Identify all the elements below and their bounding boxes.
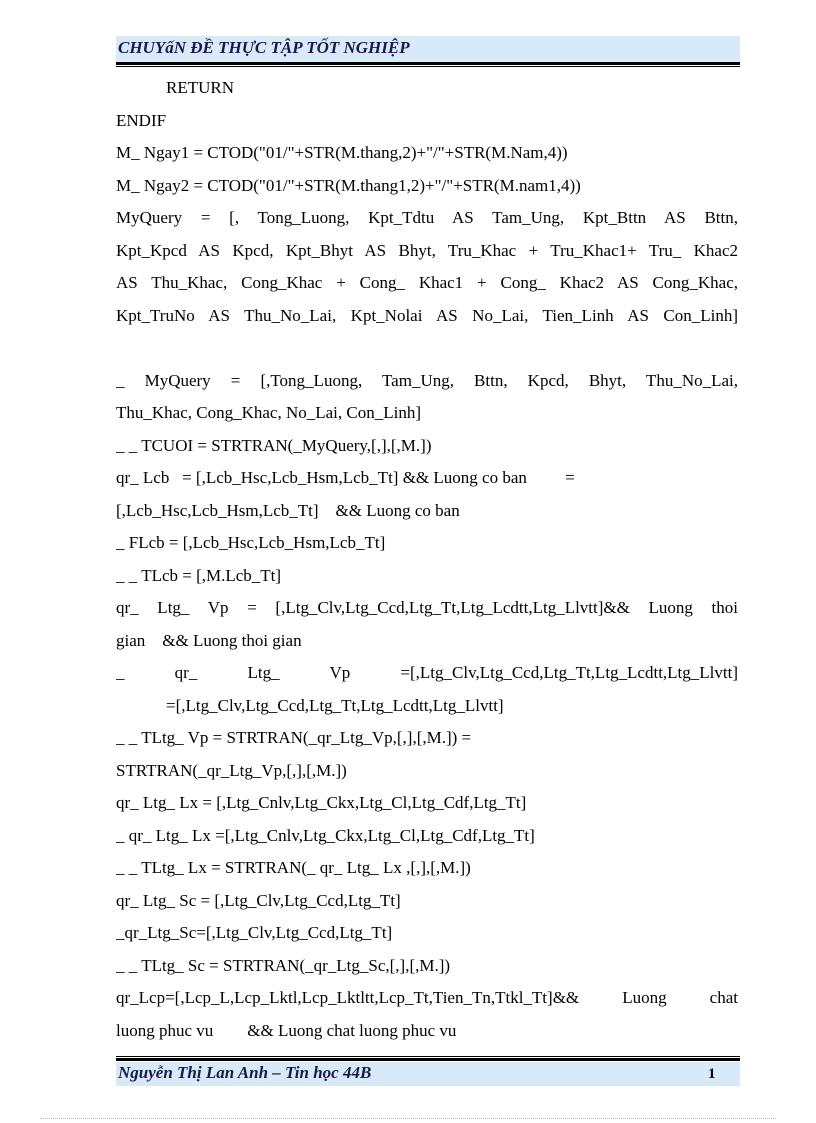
page-header	[116, 36, 740, 62]
code-line: _ _ TLtg_ Sc = STRTRAN(_qr_Ltg_Sc,[,],[,M.])	[116, 955, 451, 975]
code-line: luong phuc vu && Luong chat luong phuc vu	[116, 1020, 457, 1040]
code-line: Thu_Khac, Cong_Khac, No_Lai, Con_Linh]	[116, 403, 421, 422]
code-line: RETURN	[166, 78, 234, 97]
code-line: [,Lcb_Hsc,Lcb_Hsm,Lcb_Tt] && Luong co ban	[116, 500, 460, 520]
code-line: AS Thu_Khac, Cong_Khac + Cong_ Khac1 + Cong_ Khac2 AS Cong_Khac,	[116, 273, 738, 292]
code-line: =[,Ltg_Clv,Ltg_Ccd,Ltg_Tt,Ltg_Lcdtt,Ltg_Llvtt]	[166, 695, 504, 715]
page-number: 1	[708, 1066, 716, 1082]
header-title: CHUYấN ĐỀ THỰC TẬP TỐT NGHIỆP	[118, 38, 410, 57]
code-line: MyQuery = [, Tong_Luong, Kpt_Tdtu AS Tam_Ung, Kpt_Bttn AS Bttn,	[116, 208, 738, 227]
code-line: qr_ Lcb = [,Lcb_Hsc,Lcb_Hsm,Lcb_Tt] && Luong co ban =	[116, 468, 575, 487]
code-line: Kpt_Kpcd AS Kpcd, Kpt_Bhyt AS Bhyt, Tru_Khac + Tru_Khac1+ Tru_ Khac2	[116, 240, 738, 260]
code-line: qr_ Ltg_ Sc = [,Ltg_Clv,Ltg_Ccd,Ltg_Tt]	[116, 890, 401, 910]
page-footer	[116, 1062, 740, 1086]
page-edge-divider	[40, 1118, 776, 1119]
header-rule	[116, 62, 740, 65]
code-line: Kpt_TruNo AS Thu_No_Lai, Kpt_Nolai AS No_Lai, Tien_Linh AS Con_Linh]	[116, 305, 738, 325]
document-body	[116, 72, 738, 1047]
footer-author: Nguyễn Thị Lan Anh – Tin học 44B	[118, 1063, 372, 1082]
code-line: gian && Luong thoi gian	[116, 630, 302, 650]
footer-rule-thin	[116, 1056, 740, 1057]
code-line: qr_ Ltg_ Lx = [,Ltg_Cnlv,Ltg_Ckx,Ltg_Cl,Ltg_Cdf,Ltg_Tt]	[116, 793, 527, 812]
code-line: qr_Lcp=[,Lcp_L,Lcp_Lktl,Lcp_Lktltt,Lcp_Tt,Tien_Tn,Ttkl_Tt]&& Luong chat	[116, 988, 738, 1007]
blank-line	[116, 332, 738, 365]
code-line: _ _ TCUOI = STRTRAN(_MyQuery,[,],[,M.])	[116, 435, 432, 455]
code-line: M_ Ngay2 = CTOD("01/"+STR(M.thang1,2)+"/"+STR(M.nam1,4))	[116, 175, 581, 195]
code-line: STRTRAN(_qr_Ltg_Vp,[,],[,M.])	[116, 760, 347, 780]
footer-rule	[116, 1058, 740, 1061]
code-line: _ _ TLcb = [,M.Lcb_Tt]	[116, 565, 282, 585]
code-line: _ FLcb = [,Lcb_Hsc,Lcb_Hsm,Lcb_Tt]	[116, 533, 386, 552]
code-line: ENDIF	[116, 110, 167, 130]
header-rule-thin	[116, 66, 740, 67]
code-line: _qr_Ltg_Sc=[,Ltg_Clv,Ltg_Ccd,Ltg_Tt]	[116, 923, 393, 942]
code-line: _ _ TLtg_ Lx = STRTRAN(_ qr_ Ltg_ Lx ,[,],[,M.])	[116, 858, 471, 877]
code-line: _ _ TLtg_ Vp = STRTRAN(_qr_Ltg_Vp,[,],[,M.]) =	[116, 728, 472, 747]
code-line: _ qr_ Ltg_ Lx =[,Ltg_Cnlv,Ltg_Ckx,Ltg_Cl,Ltg_Cdf,Ltg_Tt]	[116, 825, 535, 845]
code-line: _ MyQuery = [,Tong_Luong, Tam_Ung, Bttn, Kpcd, Bhyt, Thu_No_Lai,	[116, 370, 738, 390]
code-line: _ qr_ Ltg_ Vp =[,Ltg_Clv,Ltg_Ccd,Ltg_Tt,Ltg_Lcdtt,Ltg_Llvtt]	[116, 663, 738, 682]
code-line: qr_ Ltg_ Vp = [,Ltg_Clv,Ltg_Ccd,Ltg_Tt,Ltg_Lcdtt,Ltg_Llvtt]&& Luong thoi	[116, 598, 738, 617]
code-line: M_ Ngay1 = CTOD("01/"+STR(M.thang,2)+"/"+STR(M.Nam,4))	[116, 143, 568, 162]
